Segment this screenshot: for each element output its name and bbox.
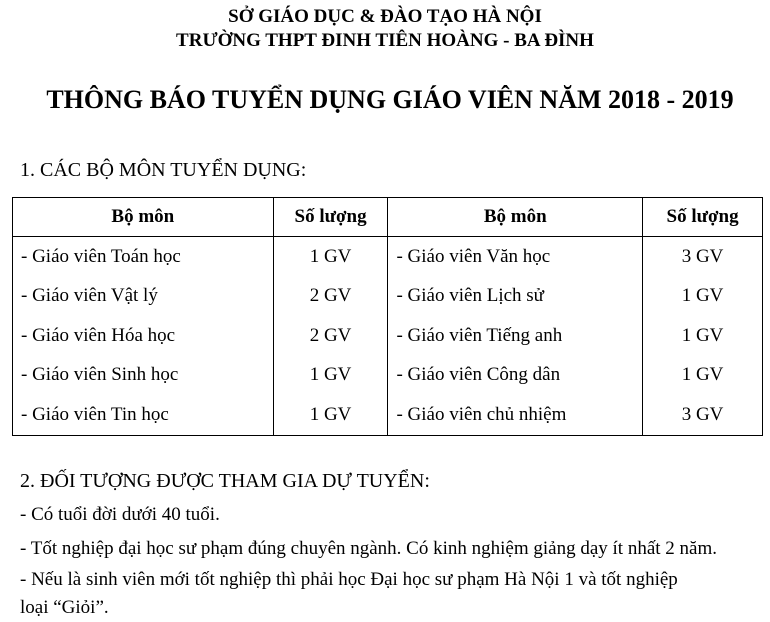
column-header-quantity: Số lượng [643, 198, 763, 237]
subject-cell: - Giáo viên Lịch sử [388, 277, 643, 317]
subject-cell: - Giáo viên Công dân [388, 356, 643, 396]
department-name: SỞ GIÁO DỤC & ĐÀO TẠO HÀ NỘI [228, 6, 542, 27]
subject-cell: - Giáo viên Tin học [13, 395, 274, 435]
table-row [13, 237, 763, 277]
quantity-cell: 2 GV [273, 277, 388, 317]
recruitment-table [12, 197, 763, 436]
subject-cell: - Giáo viên chủ nhiệm [388, 395, 643, 435]
document-title: THÔNG BÁO TUYỂN DỤNG GIÁO VIÊN NĂM 2018 - 2019 [46, 85, 734, 114]
quantity-cell: 1 GV [643, 277, 763, 317]
subject-cell: - Giáo viên Tiếng anh [388, 316, 643, 356]
section-heading-subjects: 1. CÁC BỘ MÔN TUYỂN DỤNG: [20, 159, 307, 181]
quantity-cell: 1 GV [273, 237, 388, 277]
eligibility-item-continuation: loại “Giỏi”. [20, 597, 109, 618]
table-row [13, 277, 763, 317]
quantity-cell: 1 GV [273, 395, 388, 435]
subject-cell: - Giáo viên Toán học [13, 237, 274, 277]
eligibility-item: - Có tuổi đời dưới 40 tuổi. [20, 504, 220, 525]
eligibility-item: - Nếu là sinh viên mới tốt nghiệp thì phải học Đại học sư phạm Hà Nội 1 và tốt nghiệp [20, 569, 678, 590]
quantity-cell: 3 GV [643, 395, 763, 435]
section-heading-eligibility: 2. ĐỐI TƯỢNG ĐƯỢC THAM GIA DỰ TUYỂN: [20, 470, 430, 492]
subject-cell: - Giáo viên Sinh học [13, 356, 274, 396]
table-row [13, 395, 763, 435]
subject-cell: - Giáo viên Văn học [388, 237, 643, 277]
column-header-subject: Bộ môn [13, 198, 274, 237]
quantity-cell: 1 GV [643, 356, 763, 396]
eligibility-item: - Tốt nghiệp đại học sư phạm đúng chuyên ngành. Có kinh nghiệm giảng dạy ít nhất 2 năm. [20, 538, 717, 559]
quantity-cell: 1 GV [643, 316, 763, 356]
quantity-cell: 1 GV [273, 356, 388, 396]
table-header-row [13, 198, 763, 237]
subject-cell: - Giáo viên Hóa học [13, 316, 274, 356]
column-header-subject: Bộ môn [388, 198, 643, 237]
table-row [13, 356, 763, 396]
column-header-quantity: Số lượng [273, 198, 388, 237]
table-row [13, 316, 763, 356]
quantity-cell: 3 GV [643, 237, 763, 277]
quantity-cell: 2 GV [273, 316, 388, 356]
subject-cell: - Giáo viên Vật lý [13, 277, 274, 317]
school-name: TRƯỜNG THPT ĐINH TIÊN HOÀNG - BA ĐÌNH [176, 30, 594, 51]
